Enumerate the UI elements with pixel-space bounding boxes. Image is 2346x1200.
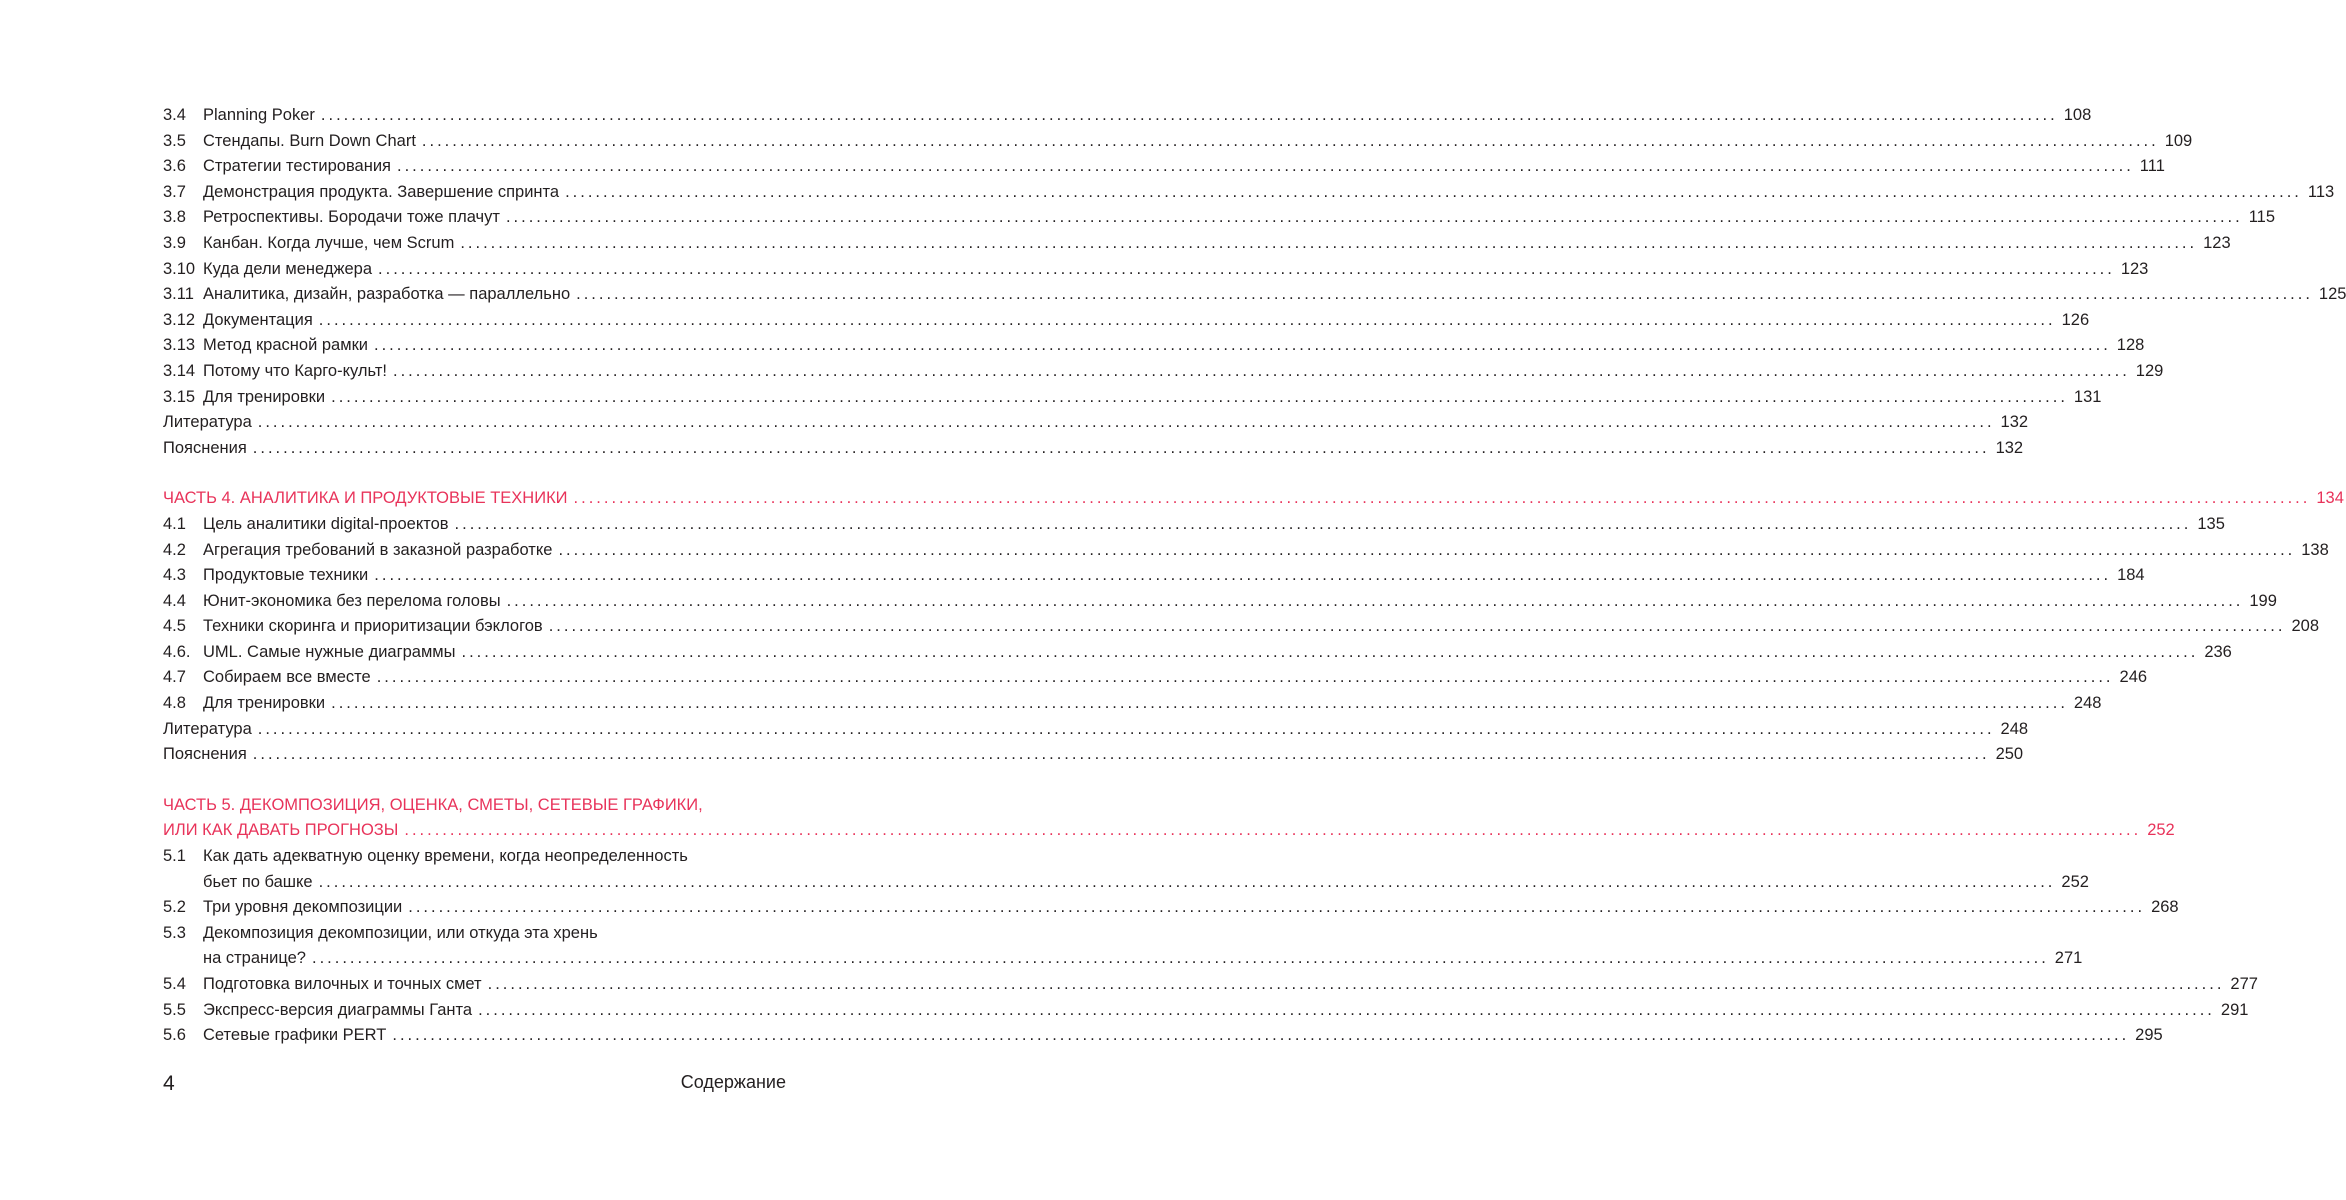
toc-entry: [163, 154, 2165, 180]
toc-entry: [163, 589, 2277, 615]
entry-page: 250: [1995, 745, 2024, 764]
dot-leader: [404, 818, 2141, 844]
entry-page: 132: [2000, 413, 2029, 432]
toc-entry: [163, 844, 2089, 895]
entry-title: Техники скоринга и приоритизации бэклогов: [203, 617, 543, 636]
entry-number: 3.10: [163, 259, 196, 278]
dot-leader: [549, 614, 2286, 640]
dot-leader: [374, 333, 2111, 359]
toc-entry: [163, 308, 2090, 334]
entry-title: Канбан. Когда лучше, чем Scrum: [203, 233, 455, 252]
entry-number: 5.5: [163, 1000, 186, 1019]
dot-leader: [312, 946, 2049, 972]
entry-number: 3.13: [163, 336, 196, 355]
part4-heading: [163, 486, 2344, 512]
toc-entry: [163, 359, 2164, 385]
entry-page: 295: [2135, 1026, 2163, 1045]
entry-page: 132: [1995, 438, 2024, 457]
entry-number: 4.2: [163, 540, 186, 559]
entry-page: 248: [2073, 694, 2102, 713]
entry-page: 138: [2301, 540, 2329, 559]
entry-title: Planning Poker: [203, 106, 315, 124]
dot-leader: [378, 257, 2115, 283]
dot-leader: [319, 308, 2056, 334]
dot-leader: [319, 870, 2056, 896]
entry-number: 5.4: [163, 975, 186, 993]
entry-title: Аналитика, дизайн, разработка — параллельно: [203, 285, 571, 304]
entry-page: 108: [2063, 106, 2092, 124]
entry-number: 5.1: [163, 847, 186, 866]
dot-leader: [253, 742, 1990, 768]
toc-entry: [163, 895, 2179, 921]
entry-page: 208: [2291, 617, 2320, 636]
entry-title: Метод красной рамки: [203, 336, 368, 355]
entry-page: 113: [2307, 182, 2335, 201]
part4-entries: [163, 512, 2329, 768]
entry-page: 184: [2117, 566, 2145, 585]
toc-entry-literature: [163, 410, 2029, 436]
entry-title: Цель аналитики digital-проектов: [203, 514, 449, 533]
entry-title: Стендапы. Burn Down Chart: [203, 131, 416, 150]
dot-leader: [460, 231, 2197, 257]
toc-entry: [163, 563, 2145, 589]
entry-title-line1: Как дать адекватную оценку времени, когда неопределенность: [203, 847, 688, 866]
entry-page: 268: [2151, 898, 2179, 917]
part-page: 252: [2147, 821, 2175, 840]
dot-leader: [377, 665, 2114, 691]
dot-leader: [462, 640, 2199, 666]
part-title: ЧАСТЬ 4. АНАЛИТИКА И ПРОДУКТОВЫЕ ТЕХНИКИ: [163, 489, 568, 508]
entry-number: 4.6.: [163, 642, 191, 661]
entry-number: 4.5: [163, 617, 186, 636]
part5-heading: [163, 793, 2175, 844]
entry-page: 291: [2220, 1000, 2249, 1019]
part-page: 134: [2316, 489, 2344, 508]
entry-title: Ретроспективы. Бородачи тоже плачут: [203, 208, 500, 227]
entry-title: Потому что Карго-культ!: [203, 361, 387, 380]
dot-leader: [506, 205, 2243, 231]
toc-entry: [163, 103, 2092, 129]
dot-leader: [253, 436, 1990, 462]
dot-leader: [258, 717, 1995, 743]
toc-entry: [163, 282, 2346, 308]
toc-entry: [163, 538, 2329, 564]
toc-entry: [163, 1023, 2163, 1049]
toc-entry-literature: [163, 717, 2029, 743]
entry-number: 3.9: [163, 233, 186, 252]
toc-entry-notes: [163, 436, 2024, 462]
entry-number: 3.14: [163, 361, 196, 380]
entry-title: Для тренировки: [203, 694, 326, 713]
entry-title: Три уровня декомпозиции: [203, 898, 403, 917]
entry-title: Пояснения: [163, 745, 247, 764]
toc-entry: [163, 333, 2145, 359]
entry-page: 111: [2139, 157, 2165, 176]
part5-entries: [163, 844, 2258, 1049]
toc-entry: [163, 180, 2335, 206]
entry-page: 252: [2061, 872, 2089, 891]
page-number: 4: [163, 1072, 175, 1095]
entry-page: 128: [2116, 336, 2145, 355]
entry-number: 4.8: [163, 694, 186, 713]
entry-page: 131: [2073, 387, 2102, 406]
entry-title: Документация: [203, 310, 313, 329]
entry-page: 199: [2249, 591, 2277, 610]
entry-number: 3.15: [163, 387, 196, 406]
dot-leader: [331, 691, 2068, 717]
entry-title-line2: бьет по башке: [203, 872, 313, 891]
toc-entry: [163, 385, 2102, 411]
entry-number: 5.6: [163, 1026, 186, 1045]
dot-leader: [507, 589, 2244, 615]
entry-page: 271: [2054, 949, 2083, 968]
entry-title: Для тренировки: [203, 387, 326, 406]
entry-page: 129: [2135, 361, 2164, 380]
toc-entry: [163, 129, 2193, 155]
toc-entry: [163, 257, 2149, 283]
entry-number: 4.4: [163, 591, 186, 610]
dot-leader: [408, 895, 2145, 921]
running-header: Содержание: [680, 1072, 786, 1092]
entry-page: 246: [2119, 668, 2148, 687]
dot-leader: [393, 359, 2130, 385]
toc-entry: [163, 972, 2258, 998]
toc-entry-notes: [163, 742, 2024, 768]
page-footer: [163, 1072, 786, 1096]
entry-page: 236: [2204, 642, 2232, 661]
entry-page: 115: [2248, 208, 2276, 227]
entry-number: 3.12: [163, 310, 196, 329]
dot-leader: [565, 180, 2302, 206]
entry-page: 125: [2318, 285, 2346, 304]
entry-page: 277: [2230, 975, 2258, 993]
entry-title-line2: на странице?: [203, 949, 306, 968]
dot-leader: [397, 154, 2134, 180]
entry-title: Агрегация требований в заказной разработке: [203, 540, 553, 559]
part-title-line1: ЧАСТЬ 5. ДЕКОМПОЗИЦИЯ, ОЦЕНКА, СМЕТЫ, СЕТЕВЫЕ ГРАФИКИ,: [163, 795, 703, 814]
dot-leader: [478, 998, 2215, 1024]
entry-title: Пояснения: [163, 438, 247, 457]
toc-entry: [163, 512, 2225, 538]
entry-page: 126: [2061, 310, 2090, 329]
entry-number: 5.3: [163, 923, 186, 942]
entry-page: 123: [2203, 233, 2231, 252]
toc-entry: [163, 205, 2276, 231]
toc-entry: [163, 998, 2249, 1024]
dot-leader: [574, 486, 2311, 512]
entry-page: 109: [2164, 131, 2193, 150]
entry-number: 4.3: [163, 566, 186, 585]
dot-leader: [455, 512, 2192, 538]
dot-leader: [558, 538, 2295, 564]
dot-leader: [392, 1023, 2129, 1049]
entry-number: 4.7: [163, 668, 186, 687]
entry-number: 5.2: [163, 898, 186, 917]
entry-title: Продуктовые техники: [203, 566, 369, 585]
entry-page: 123: [2120, 259, 2149, 278]
part-title-line2: ИЛИ КАК ДАВАТЬ ПРОГНОЗЫ: [163, 821, 399, 840]
toc-entry: [163, 691, 2102, 717]
entry-number: 3.8: [163, 208, 186, 227]
dot-leader: [331, 385, 2068, 411]
dot-leader: [576, 282, 2313, 308]
part3-entries: [163, 103, 2346, 461]
toc-entry: [163, 231, 2231, 257]
dot-leader: [488, 972, 2225, 998]
entry-title: Подготовка вилочных и точных смет: [203, 975, 482, 993]
entry-title: Юнит-экономика без перелома головы: [203, 591, 501, 610]
entry-title: Литература: [163, 413, 252, 432]
entry-title: Собираем все вместе: [203, 668, 371, 687]
entry-title: Куда дели менеджера: [203, 259, 373, 278]
entry-title: UML. Самые нужные диаграммы: [203, 642, 456, 661]
entry-number: 3.5: [163, 131, 186, 150]
entry-number: 3.4: [163, 106, 186, 124]
entry-title: Литература: [163, 719, 252, 738]
entry-number: 4.1: [163, 514, 186, 533]
entry-title: Демонстрация продукта. Завершение спринта: [203, 182, 560, 201]
dot-leader: [321, 103, 2058, 129]
entry-number: 3.11: [163, 285, 194, 304]
entry-page: 248: [2000, 719, 2029, 738]
entry-title: Стратегии тестирования: [203, 157, 391, 176]
entry-title: Сетевые графики PERT: [203, 1026, 387, 1045]
entry-number: 3.6: [163, 157, 186, 176]
entry-page: 135: [2197, 514, 2225, 533]
toc-entry: [163, 665, 2148, 691]
entry-number: 3.7: [163, 182, 186, 201]
toc-entry: [163, 614, 2320, 640]
dot-leader: [258, 410, 1995, 436]
entry-title: Экспресс-версия диаграммы Ганта: [203, 1000, 473, 1019]
toc-entry: [163, 921, 2083, 972]
toc-entry: [163, 640, 2232, 666]
dot-leader: [374, 563, 2111, 589]
dot-leader: [422, 129, 2159, 155]
entry-title-line1: Декомпозиция декомпозиции, или откуда эта хрень: [203, 923, 598, 942]
table-of-contents: [163, 103, 2346, 1049]
